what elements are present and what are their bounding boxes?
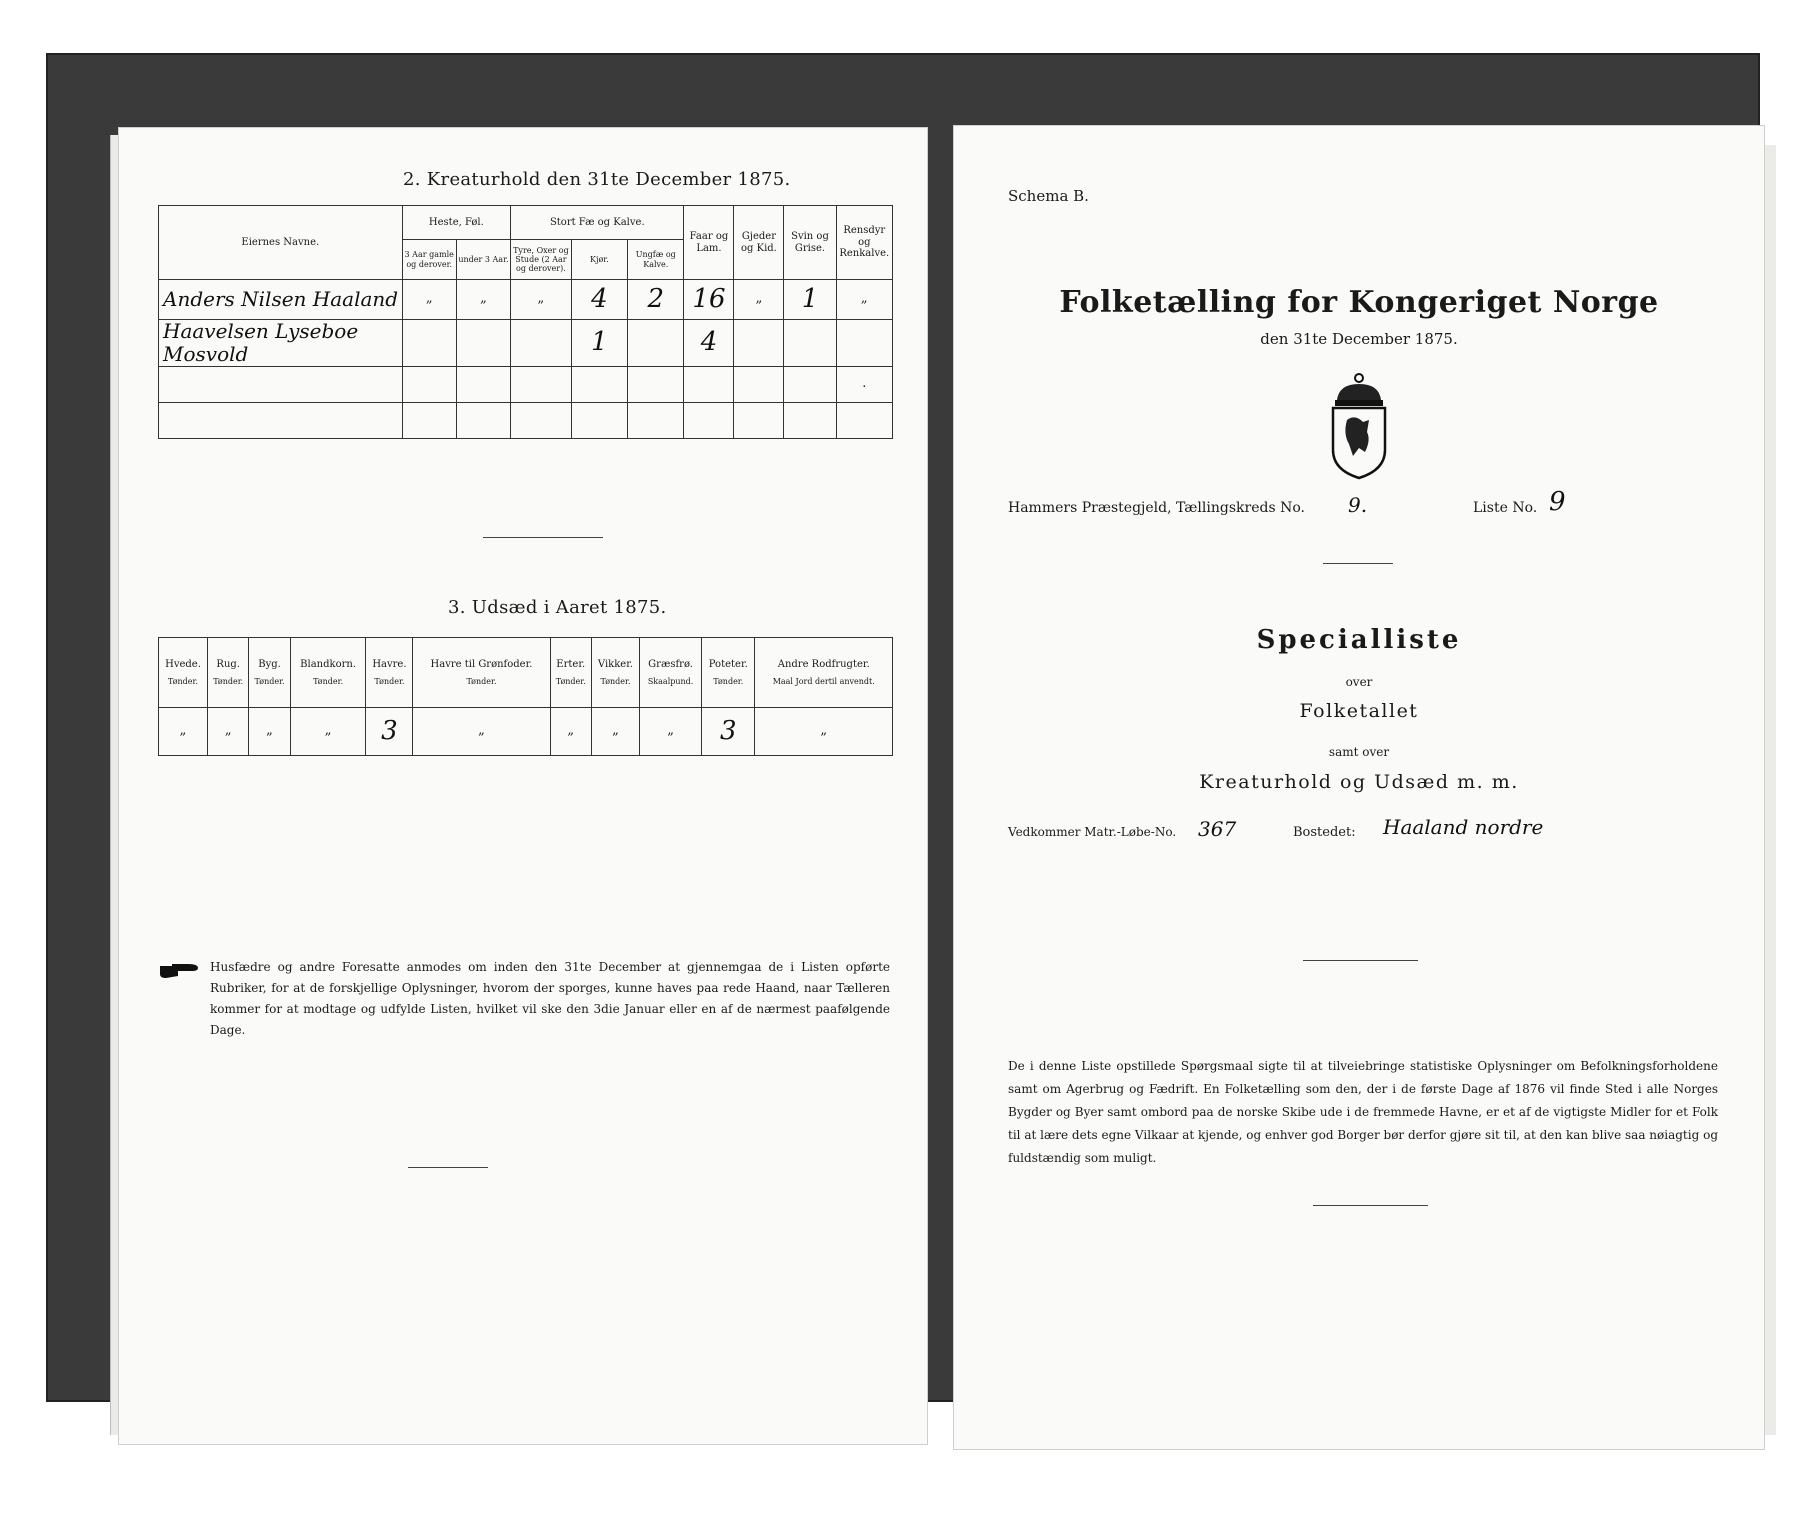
seed-col-header xyxy=(159,638,208,708)
seed-col-header xyxy=(290,638,366,708)
kreatur-label: Kreaturhold og Udsæd m. m. xyxy=(1199,771,1519,793)
divider xyxy=(483,537,603,538)
seed-value: „ xyxy=(249,708,290,756)
seed-col-name: Byg. xyxy=(258,659,281,671)
seed-col-unit: Tønder. xyxy=(374,676,405,686)
seed-header-row xyxy=(159,638,893,708)
col-svin: Svin og Grise. xyxy=(784,206,836,280)
seed-col-unit: Tønder. xyxy=(466,676,497,686)
col-stort: Stort Fæ og Kalve. xyxy=(511,206,684,240)
seed-col-header xyxy=(640,638,702,708)
col-faar: Faar og Lam. xyxy=(684,206,734,280)
section-2-title: 2. Kreaturhold den 31te December 1875. xyxy=(403,169,791,190)
info-paragraph: De i denne Liste opstillede Spørgsmaal sigte til at tilveiebringe statistiske Oplysninger om Befolkningsforholdene samt om Agerbrug og Fædrift. En Folketælling som den, der i de første Dage af 1876 vil finde Sted i alle Norges Bygder og Byer samt ombord paa de norske Skibe ude i de fremmede Havne, er et af de vigtigste Midler for et Folk til at lære dets egne Vilkaar at kjende, og enhver god Borger bør derfor gjøre sit til, at den kan blive saa nøiagtig og fuldstændig som muligt. xyxy=(1008,1059,1718,1165)
seed-col-unit: Tønder. xyxy=(254,676,285,686)
seed-col-header xyxy=(366,638,413,708)
col-heste-3aar: 3 Aar gamle og derover. xyxy=(402,240,456,280)
seed-col-header xyxy=(208,638,249,708)
seed-value: „ xyxy=(159,708,208,756)
matr-label: Vedkommer Matr.-Løbe-No. xyxy=(1008,825,1177,839)
seed-value: „ xyxy=(755,708,893,756)
seed-col-unit: Tønder. xyxy=(555,676,586,686)
seed-value: „ xyxy=(591,708,639,756)
seed-col-unit: Tønder. xyxy=(213,676,244,686)
seed-col-header xyxy=(550,638,591,708)
seed-col-name: Havre. xyxy=(372,659,407,671)
schema-label: Schema B. xyxy=(1008,187,1089,205)
col-gjeder: Gjeder og Kid. xyxy=(734,206,784,280)
seed-value: „ xyxy=(413,708,550,756)
seed-table xyxy=(158,637,893,756)
seed-col-header xyxy=(591,638,639,708)
seed-col-name: Poteter. xyxy=(708,659,748,671)
seed-value: „ xyxy=(640,708,702,756)
col-rensdyr: Rensdyr og Renkalve. xyxy=(836,206,892,280)
seed-col-name: Hvede. xyxy=(165,659,201,671)
right-page xyxy=(953,125,1765,1450)
table-row: Anders Nilsen Haaland „ „ „ 4 2 16 „ 1 „ xyxy=(159,280,893,320)
col-heste: Heste, Føl. xyxy=(402,206,511,240)
col-ungfae: Ungfæ og Kalve. xyxy=(628,240,684,280)
seed-col-unit: Maal Jord dertil anvendt. xyxy=(772,676,875,686)
coat-of-arms-icon xyxy=(1319,370,1399,480)
pointing-hand-icon xyxy=(158,962,200,980)
over-label: over xyxy=(1345,675,1373,689)
seed-col-name: Rug. xyxy=(216,659,240,671)
kreds-number: 9. xyxy=(1348,493,1368,517)
col-owner: Eiernes Navne. xyxy=(159,206,403,280)
seed-col-name: Havre til Grønfoder. xyxy=(430,659,533,671)
seed-col-header xyxy=(702,638,755,708)
seed-value: 3 xyxy=(702,708,755,756)
seed-col-name: Græsfrø. xyxy=(648,659,693,671)
divider xyxy=(1323,563,1393,564)
table-row xyxy=(159,403,893,439)
seed-col-unit: Tønder. xyxy=(600,676,631,686)
seed-col-header xyxy=(755,638,893,708)
folketallet-label: Folketallet xyxy=(1299,700,1419,722)
seed-value: „ xyxy=(550,708,591,756)
bosted-label: Bostedet: xyxy=(1293,825,1356,840)
instruction-note: Husfædre og andre Foresatte anmodes om inden den 31te December at gjennemgaa de i Listen opførte Rubriker, for at de forskjellige Oplysninger, hvorom der sporges, kunne haves paa rede Haand, naar Tælleren kommer for at modtage og udfylde Listen, hvilket vil ske den 3die Januar eller en af de nærmest paafølgende Dage. xyxy=(210,960,890,1037)
seed-col-name: Blandkorn. xyxy=(300,659,357,671)
seed-col-unit: Skaalpund. xyxy=(647,676,694,686)
specialliste-title: Specialliste xyxy=(1256,625,1462,655)
title-date: den 31te December 1875. xyxy=(1260,330,1458,348)
main-title: Folketælling for Kongeriget Norge xyxy=(1059,285,1659,320)
seed-col-unit: Tønder. xyxy=(713,676,744,686)
parish-label: Hammers Præstegjeld, Tællingskreds No. xyxy=(1008,500,1305,516)
table-row: Haavelsen Lyseboe Mosvold 1 4 xyxy=(159,320,893,367)
col-tyre: Tyre, Oxer og Stude (2 Aar og derover). xyxy=(511,240,572,280)
bottom-divider xyxy=(408,1167,488,1168)
seed-col-unit: Tønder. xyxy=(168,676,199,686)
liste-label: Liste No. xyxy=(1473,500,1538,516)
seed-value: „ xyxy=(208,708,249,756)
bottom-divider xyxy=(1313,1205,1428,1206)
seed-col-header xyxy=(413,638,550,708)
livestock-table xyxy=(158,205,893,439)
left-page xyxy=(118,127,928,1445)
seed-value-row xyxy=(159,708,893,756)
seed-col-name: Erter. xyxy=(556,659,586,671)
seed-col-unit: Tønder. xyxy=(313,676,344,686)
scan-background xyxy=(48,55,1758,1400)
matr-number: 367 xyxy=(1198,817,1237,841)
section-3-title: 3. Udsæd i Aaret 1875. xyxy=(448,597,667,618)
seed-value: 3 xyxy=(366,708,413,756)
divider xyxy=(1303,960,1418,961)
samt-over-label: samt over xyxy=(1328,745,1390,759)
col-heste-under3: under 3 Aar. xyxy=(456,240,510,280)
seed-col-header xyxy=(249,638,290,708)
seed-col-name: Vikker. xyxy=(597,659,634,671)
liste-number: 9 xyxy=(1549,487,1566,517)
seed-col-name: Andre Rodfrugter. xyxy=(777,659,870,671)
seed-value: „ xyxy=(290,708,366,756)
col-kjor: Kjør. xyxy=(571,240,627,280)
table-row: . xyxy=(159,367,893,403)
bosted-value: Haaland nordre xyxy=(1383,815,1544,839)
